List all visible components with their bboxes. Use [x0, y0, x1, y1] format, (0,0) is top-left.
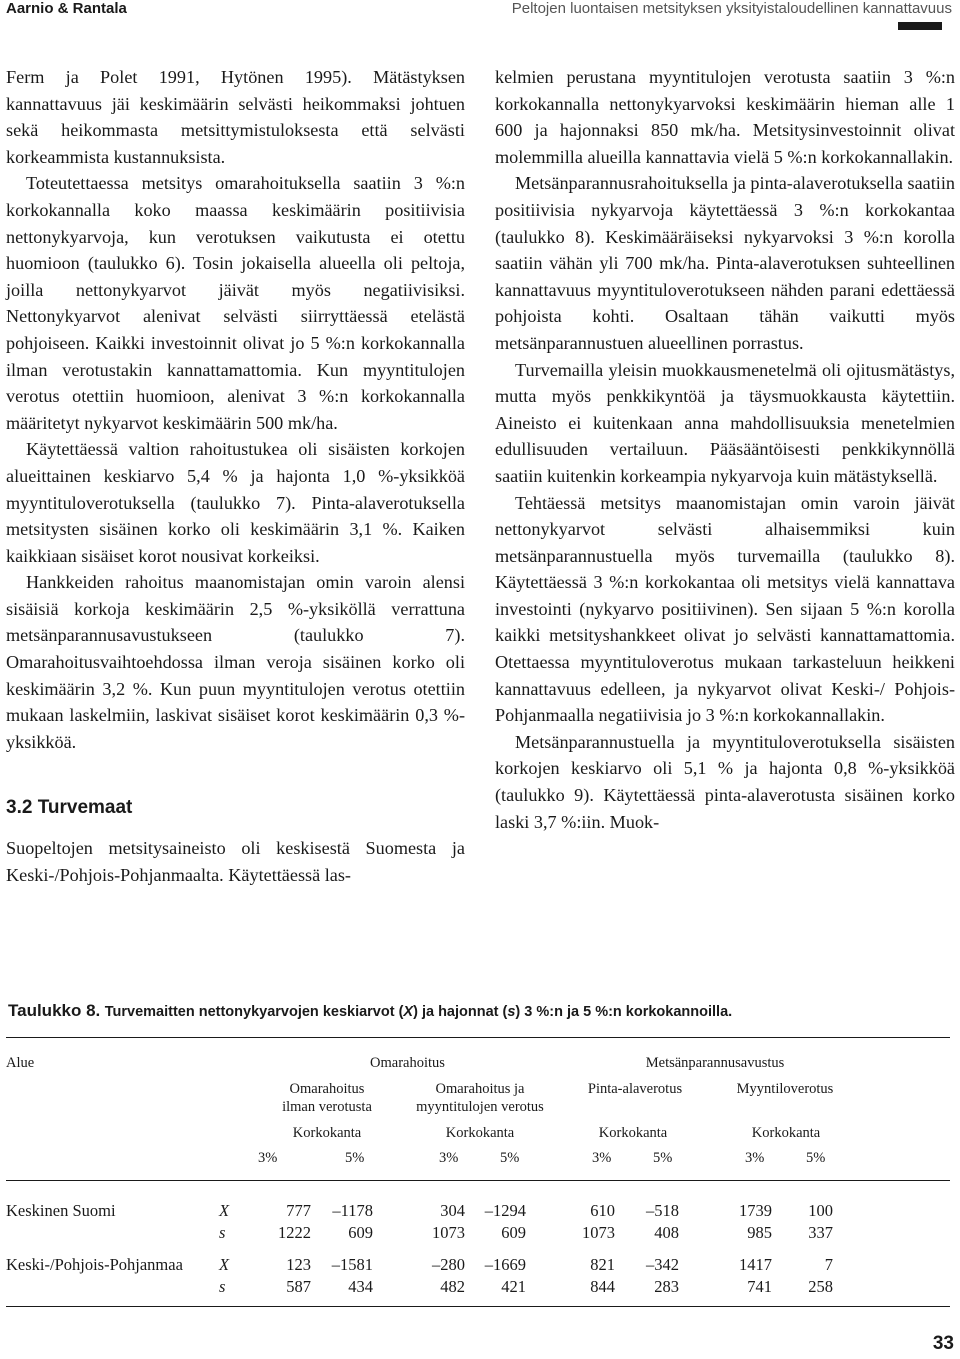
table-bottom-rule — [6, 1306, 950, 1307]
paragraph: Metsänparannustuella ja myyntituloverotuksella sisäisten korkojen keskiarvo oli 5,1 % ja hajonta 0,8 %-yksikköä (taulukko 9). Käytettäessä pinta-alaverotusta sisäinen korko laski 3,7 %:iin. Muok- — [495, 731, 955, 832]
running-header-authors: Aarnio & Rantala — [6, 0, 127, 17]
table-cell: 258 — [808, 1277, 833, 1296]
paragraph: Hankkeiden rahoitus maanomistajan omin varoin alensi sisäisiä korkoja keskimäärin 2,5 %-yksiköllä verrattuna metsänparannusavustukseen (taulukko 7). Omarahoitusvaihtoehdossa ilman veroja sisäinen korko oli keskimäärin 3,2 %. Kun puun myyntitulojen verotus otettiin mukaan laskelmiin, laskivat sisäiset korot keskimäärin 0,3 %-yksikköä. — [6, 572, 465, 752]
table-cell: 610 — [590, 1201, 615, 1220]
column-header-omarahoitus: Omarahoitus — [370, 1055, 445, 1071]
subheader-korkokanta: Korkokanta — [751, 1125, 821, 1141]
table-cell: 434 — [348, 1277, 373, 1296]
table-cell: 408 — [654, 1223, 679, 1242]
row-statistic-symbol: s — [219, 1277, 226, 1296]
table-cell: 482 — [440, 1277, 465, 1296]
page-number: 33 — [932, 1333, 954, 1354]
table-cell: 821 — [590, 1255, 615, 1274]
table-label: Taulukko 8. — [8, 1001, 101, 1020]
subheader-omarahoitus-ja: Omarahoitus ja — [435, 1081, 525, 1097]
table-cell: 741 — [747, 1277, 772, 1296]
table-cell: 1417 — [739, 1255, 772, 1274]
table-cell: –280 — [432, 1255, 465, 1274]
table-cell: 7 — [824, 1255, 833, 1274]
table-cell: –1294 — [484, 1201, 526, 1220]
left-column — [6, 64, 465, 889]
row-statistic-symbol: s — [219, 1223, 226, 1242]
running-header-title: Peltojen luontaisen metsityksen yksityistaloudellinen kannattavuus — [511, 0, 952, 17]
table-cell: 421 — [501, 1277, 526, 1296]
subheader-ilman-verotusta: ilman verotusta — [282, 1099, 372, 1115]
table-cell: 609 — [501, 1223, 526, 1242]
table-header-rule — [6, 1180, 950, 1181]
subheader-5-percent: 5% — [806, 1150, 826, 1166]
section-heading: 3.2 Turvemaat — [6, 797, 133, 819]
table-cell: 1073 — [432, 1223, 465, 1242]
subheader-korkokanta: Korkokanta — [445, 1125, 515, 1141]
paragraph: Käytettäessä valtion rahoitustukea oli sisäisten korkojen alueittainen keskiarvo 5,4 % ja hajonta 1,0 %-yksikköä myyntituloverotuksella (taulukko 7). Pinta-alaverotuksella metsitysten sisäinen korko oli keskimäärin 3,1 %. Kaiken kaikkiaan sisäiset korot nousivat korkeiksi. — [6, 439, 465, 566]
row-statistic-symbol: X — [219, 1201, 230, 1220]
paragraph: Turvemailla yleisin muokkausmenetelmä oli ojitusmätästys, mutta myös penkkikyntöä ja täysmuokkausta käytettiin. Aineisto ei kuitenkaan anna mahdollisuuksia menetelmien edullisuuden vertailuun. Pääsääntöisesti penkkikynnöllä saatiin kuitenkin korkeampia nykyarvoja kuin mätästyksellä. — [495, 359, 955, 486]
table-cell: 304 — [440, 1201, 465, 1220]
table-cell: 123 — [286, 1255, 311, 1274]
row-statistic-symbol: X — [219, 1255, 230, 1274]
table-cell: 609 — [348, 1223, 373, 1242]
subheader-myyntitulojen-verotus: myyntitulojen verotus — [416, 1099, 544, 1115]
table-cell: 587 — [286, 1277, 311, 1296]
table-cell: 1222 — [278, 1223, 311, 1242]
column-header-metsanparannusavustus: Metsänparannusavustus — [645, 1055, 785, 1071]
table-cell: –1178 — [332, 1201, 373, 1220]
subheader-3-percent: 3% — [258, 1150, 278, 1166]
subheader-omarahoitus: Omarahoitus — [289, 1081, 365, 1097]
table-cell: 777 — [286, 1201, 311, 1220]
table-cell: 283 — [654, 1277, 679, 1296]
subheader-korkokanta: Korkokanta — [598, 1125, 668, 1141]
table-cell: –342 — [646, 1255, 679, 1274]
table-caption-text: Turvemaitten nettonykyarvojen keskiarvot (X) ja hajonnat (s) 3 %:n ja 5 %:n korkokannoilla. — [104, 1004, 733, 1020]
table-top-rule — [6, 1037, 950, 1038]
subheader-3-percent: 3% — [592, 1150, 612, 1166]
header-decoration-bar — [898, 22, 942, 30]
paragraph: Metsänparannusrahoituksella ja pinta-alaverotuksella saatiin positiivisia nykyarvoja käytettäessä 3 %:n korkokantaa (taulukko 8). Keskimääräiseksi nykyarvoksi 3 %:n korolla saatiin vähän yli 700 mk/ha. Pinta-alaverotuksen suhteellinen kannattavuus myyntituloverotukseen nähden parani edettäessä pohjoista kohti. Osaltaan tähän vaikutti myös metsänparannustuen alueellinen porrastus. — [495, 173, 955, 353]
subheader-pinta-alaverotus: Pinta-alaverotus — [587, 1081, 683, 1097]
subheader-3-percent: 3% — [745, 1150, 765, 1166]
table-cell: 1073 — [582, 1223, 615, 1242]
subheader-myyntiloverotus: Myyntiloverotus — [736, 1081, 834, 1097]
table-cell: 1739 — [739, 1201, 772, 1220]
subheader-5-percent: 5% — [653, 1150, 673, 1166]
table-cell: 844 — [590, 1277, 615, 1296]
subheader-5-percent: 5% — [345, 1150, 365, 1166]
table-cell: –1669 — [484, 1255, 526, 1274]
paragraph: Tehtäessä metsitys maanomistajan omin varoin jäivät nettonykyarvot selvästi alhaisemmiksi kuin metsänparannustuella myös turvemailla (taulukko 8). Käytettäessä 3 %:n korkokantaa oli metsitys vielä kannattava investointi (nykyarvo positiivinen). Sen sijaan 5 %:n korolla kaikki metsityshankkeet olivat jo selvästi kannattamattomia. Otettaessa myyntituloverotus mukaan tarkasteluun heikkeni kannattavuus edelleen, ja nykyarvot olivat Keski-/ Pohjois-Pohjanmaalla negatiivisia jo 3 %:n korkokannallakin. — [495, 492, 955, 726]
paragraph: Toteutettaessa metsitys omarahoituksella saatiin 3 %:n korkokannalla koko maassa keskimäärin positiivisia nettonykyarvoja, kun verotuksen vaikutusta ei otettu huomioon (taulukko 6). Tosin jokaisella alueella oli peltoja, joilla nettonykyarvot jäivät myös negatiivisiksi. Nettonykyarvot alenivat selvästi siirryttäessä etelästä pohjoiseen. Kaikki investoinnit olivat jo 5 %:n korkokannalla ilman verotustakin kannattamattomia. Kun myyntitulojen verotus otettiin huomioon, alenivat 3 %:n korkokannalla määritetyt nykyarvot keskimäärin 500 mk/ha. — [6, 173, 465, 433]
column-header-alue: Alue — [6, 1055, 35, 1071]
table-cell: 337 — [808, 1223, 833, 1242]
subheader-5-percent: 5% — [500, 1150, 520, 1166]
table-cell: 985 — [747, 1223, 772, 1242]
subheader-3-percent: 3% — [439, 1150, 459, 1166]
paragraph: kelmien perustana myyntitulojen verotusta saatiin 3 %:n korkokannalla nettonykyarvoksi keskimäärin hieman alle 1 600 ja hajonnaksi 850 mk/ha. Metsitysinvestoinnit olivat molemmilla alueilla kannattavia vielä 5 %:n korkokannallakin. — [495, 67, 955, 167]
table-cell: 100 — [808, 1201, 833, 1220]
table-caption — [8, 1001, 732, 1021]
paragraph: Suopeltojen metsitysaineisto oli keskisestä Suomesta ja Keski-/Pohjois-Pohjanmaalta. Käytettäessä las- — [6, 838, 465, 886]
subheader-korkokanta: Korkokanta — [292, 1125, 362, 1141]
right-column — [495, 64, 955, 835]
table-cell: –518 — [646, 1201, 679, 1220]
table-cell: –1581 — [331, 1255, 373, 1274]
paragraph: Ferm ja Polet 1991, Hytönen 1995). Mätästyksen kannattavuus jäi keskimäärin selvästi heikommaksi johtuen sekä heikommasta metsittymistuloksesta että selvästi korkeammista kustannuksista. — [6, 67, 465, 167]
row-region-label: Keskinen Suomi — [6, 1201, 116, 1220]
row-region-label: Keski-/Pohjois-Pohjanmaa — [6, 1255, 183, 1274]
